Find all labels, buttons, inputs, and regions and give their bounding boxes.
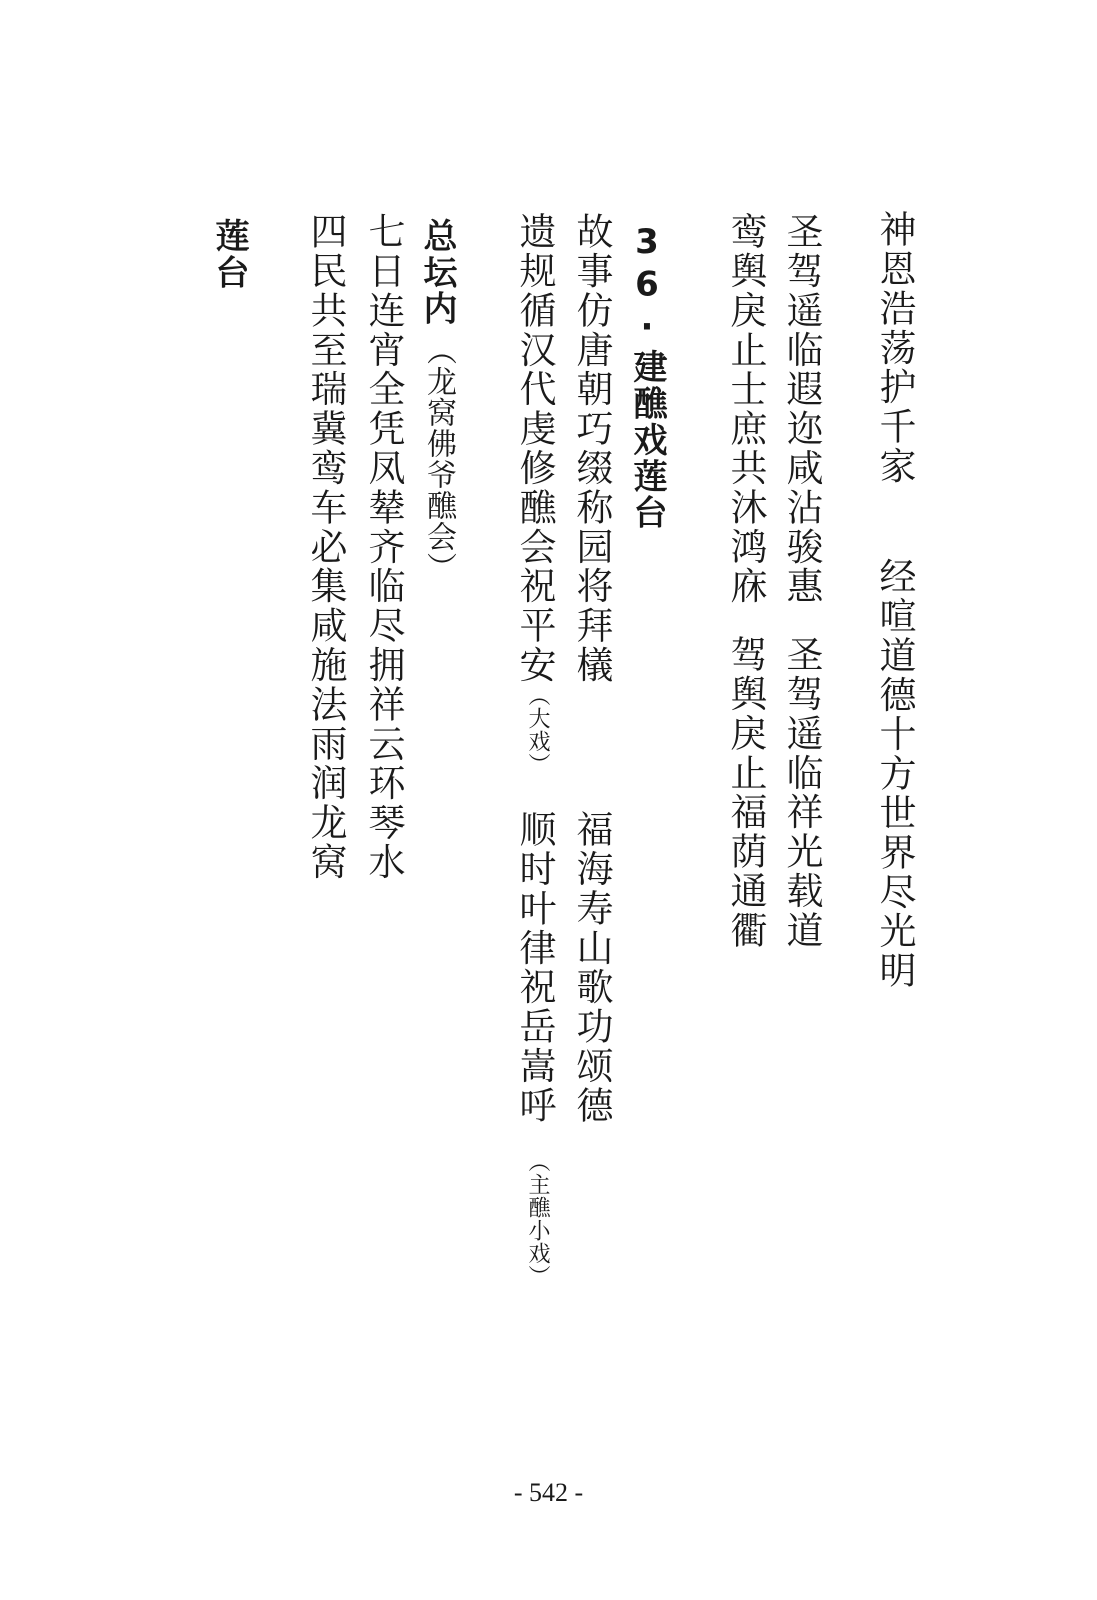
- section-heading-liantai: 莲台: [209, 218, 249, 291]
- couplet-line-3a: 鸾舆戾止士庶共沐鸿庥: [724, 212, 767, 606]
- page-number: - 542 -: [513, 1478, 584, 1507]
- annotation-longwo: （龙窝佛爷醮会）: [421, 335, 456, 583]
- annotation-zhujiao: （主醮小戏）: [525, 1150, 550, 1288]
- couplet-line-5a: 故事仿唐朝巧缀称园将拜檥: [570, 212, 613, 685]
- couplet-line-3b: 驾舆戾止福荫通衢: [724, 635, 767, 951]
- couplet-line-8: 七日连宵全凭凤辇齐临尽拥祥云环琴水: [362, 212, 405, 882]
- couplet-line-1b: 经喧道德十方世界尽光明: [873, 557, 916, 991]
- couplet-line-5b: 福海寿山歌功颂德: [570, 810, 613, 1126]
- couplet-line-1a: 神恩浩荡护千家: [873, 210, 916, 486]
- couplet-line-2a: 圣驾遥临遐迩咸沾骏惠: [780, 212, 823, 606]
- couplet-line-6b: 顺时叶律祝岳嵩呼: [513, 810, 556, 1126]
- couplet-line-9: 四民共至瑞冀鸾车必集咸施法雨润龙窝: [304, 212, 347, 882]
- section-heading-36: 36·建醮戏莲台: [627, 222, 667, 532]
- couplet-line-6a: 遗规循汉代虔修醮会祝平安: [513, 212, 556, 685]
- annotation-daxi: （大戏）: [525, 684, 550, 776]
- section-heading-zongtan: 总坛内: [417, 218, 457, 328]
- couplet-line-2b: 圣驾遥临祥光载道: [780, 635, 823, 951]
